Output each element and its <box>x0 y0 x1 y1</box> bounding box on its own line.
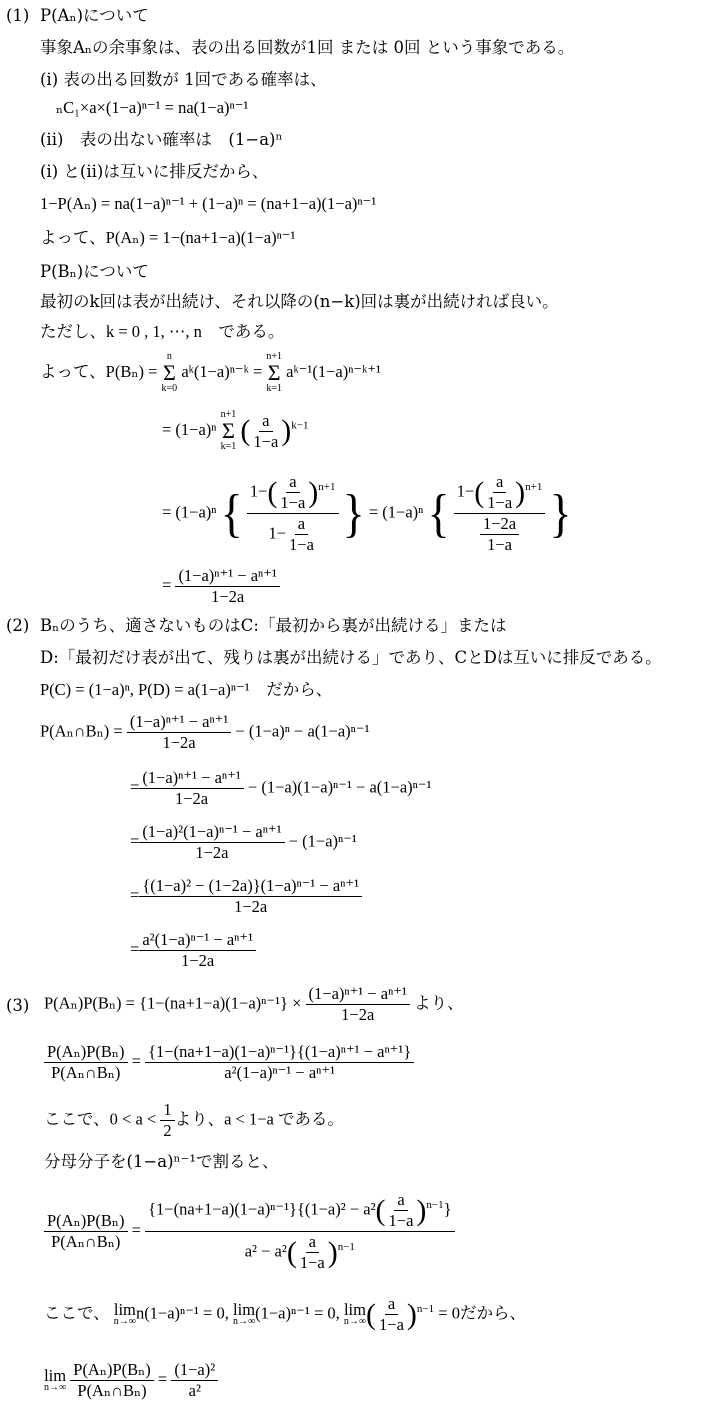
frac-geom-1: 1−( $\frac{a}{1-a}$ )$^{n+1}$ 1− $\frac{a}{1-a}$ <box>247 472 339 555</box>
eq-P-C-P-D: P(C) = (1−a)ⁿ, P(D) = a(1−a)ⁿ⁻¹ だから、 <box>40 680 333 699</box>
part-1-number: (1) <box>6 6 30 25</box>
eq-limits: ここで、 lim n→∞ n(1−a)ⁿ⁻¹ = 0, lim n→∞ (1−a)ⁿ⁻¹ = 0, lim n→∞ ( $\frac{a}{1-a}$ )$^{n-1}$ = 0だから、 <box>44 1294 526 1334</box>
eq-geometric-form: = (1−a)ⁿ n+1 Σ k=1 ( $\frac{a}{1-a}$ )$^{k-1}$ <box>162 409 309 452</box>
heading-P-Bn: P(Bₙ)について <box>40 262 149 281</box>
text-C-D: D:「最初だけ表が出て、残りは裏が出続ける」であり、CとDは互いに排反である。 <box>40 648 662 667</box>
eq-final-limit: lim n→∞ $\frac{\text{P(Aₙ)P(Bₙ)}}{\text{P(Aₙ∩Bₙ)}}$ = $\frac{\text{(1−a)²}}{\text{a²}}$ <box>44 1360 218 1401</box>
eq-P-Bn-result: = $\frac{\text{(1−a)ⁿ⁺¹ − aⁿ⁺¹}}{1-2a}$ <box>162 566 280 607</box>
text-k-range: ただし、k = 0 , 1, ⋯, n である。 <box>40 322 285 341</box>
part-3-number: (3) <box>6 996 30 1015</box>
eq-intersection-4: = $\frac{\text{\{(1−a)² − (1−2a)\}(1−a)ⁿ⁻¹ − aⁿ⁺¹}}{1-2a}$ <box>130 876 362 917</box>
eq-complement-prob: 1−P(Aₙ) = na(1−a)ⁿ⁻¹ + (1−a)ⁿ = (na+1−a)(1−a)ⁿ⁻¹ <box>40 194 377 213</box>
frac-geom-2: 1−( $\frac{a}{1-a}$ )$^{n+1}$ $\frac{1-2a}{1-a}$ <box>454 472 546 555</box>
text-a-range: ここで、0 < a < $\frac{1}{2}$ より、a < 1−a である。 <box>44 1100 344 1140</box>
text-case-i: (i) 表の出る回数が 1回である確率は、 <box>40 70 327 89</box>
eq-ratio-divided: $\frac{\text{P(Aₙ)P(Bₙ)}}{\text{P(Aₙ∩Bₙ)}}$ = {1−(na+1−a)(1−a)ⁿ⁻¹}{(1−a)² − a²( $\frac{a}{1-a}$ )$^{n-1}$} a² − a²( $\frac{a}{1-a}$ )$^{n-1}$ <box>44 1190 455 1273</box>
eq-intersection-1: P(Aₙ∩Bₙ) = $\frac{\text{(1−a)ⁿ⁺¹ − aⁿ⁺¹}}{1-2a}$ − (1−a)ⁿ − a(1−a)ⁿ⁻¹ <box>40 712 370 752</box>
eq-geometric-sum: = (1−a)ⁿ { 1−( $\frac{a}{1-a}$ )$^{n+1}$ 1− $\frac{a}{1-a}$ } = (1−a)ⁿ { 1−( $\frac{a}{1-a}$ )$^{n+1}$ $\frac{1-2a}{1-a}$ } <box>162 472 572 554</box>
eq-P-Bn-sum: よって、P(Bₙ) = n Σ k=0 aᵏ(1−a)ⁿ⁻ᵏ = n+1 Σ k=1 aᵏ⁻¹(1−a)ⁿ⁻ᵏ⁺¹ <box>40 351 381 394</box>
text-Bn-exclude: Bₙのうち、適さないものはC:「最初から裏が出続ける」または <box>40 616 507 635</box>
sigma-3: n+1 Σ k=1 <box>220 409 237 452</box>
eq-case-i: ₙC₁×a×(1−a)ⁿ⁻¹ = na(1−a)ⁿ⁻¹ <box>56 98 249 117</box>
sigma-2: n+1 Σ k=1 <box>266 351 283 394</box>
eq-intersection-2: = $\frac{\text{(1−a)ⁿ⁺¹ − aⁿ⁺¹}}{1-2a}$ − (1−a)(1−a)ⁿ⁻¹ − a(1−a)ⁿ⁻¹ <box>130 768 432 808</box>
text-divide: 分母分子を(1−a)ⁿ⁻¹で割ると、 <box>44 1152 279 1171</box>
eq-product: P(Aₙ)P(Bₙ) = {1−(na+1−a)(1−a)ⁿ⁻¹} × $\frac{\text{(1−a)ⁿ⁺¹ − aⁿ⁺¹}}{1-2a}$ より、 <box>44 984 464 1024</box>
text-case-ii: (ii) 表の出ない確率は (1−a)ⁿ <box>40 130 283 149</box>
eq-ratio: $\frac{\text{P(Aₙ)P(Bₙ)}}{\text{P(Aₙ∩Bₙ)}}$ = $\frac{\text{\{1−(na+1−a)(1−a)ⁿ⁻¹\}\{(1−a)ⁿ⁺¹ − aⁿ⁺¹\}}}{\text{a²(1−a)ⁿ⁻¹ − aⁿ⁺¹}}$ <box>44 1042 414 1083</box>
eq-intersection-5: = $\frac{\text{a²(1−a)ⁿ⁻¹ − aⁿ⁺¹}}{1-2a}$ <box>130 930 256 971</box>
eq-P-An: よって、P(Aₙ) = 1−(na+1−a)(1−a)ⁿ⁻¹ <box>40 228 296 247</box>
text-complement: 事象Aₙの余事象は、表の出る回数が1回 または 0回 という事象である。 <box>40 38 575 57</box>
text-first-k: 最初のk回は表が出続け、それ以降の(n−k)回は裏が出続ければ良い。 <box>40 292 559 311</box>
sigma-1: n Σ k=0 <box>161 351 178 394</box>
eq-intersection-3: = $\frac{\text{(1−a)²(1−a)ⁿ⁻¹ − aⁿ⁺¹}}{1-2a}$ − (1−a)ⁿ⁻¹ <box>130 822 357 862</box>
part-2-number: (2) <box>6 616 30 635</box>
heading-P-An: P(Aₙ)について <box>40 6 149 25</box>
text-exclusive: (i) と(ii)は互いに排反だから、 <box>40 162 269 181</box>
